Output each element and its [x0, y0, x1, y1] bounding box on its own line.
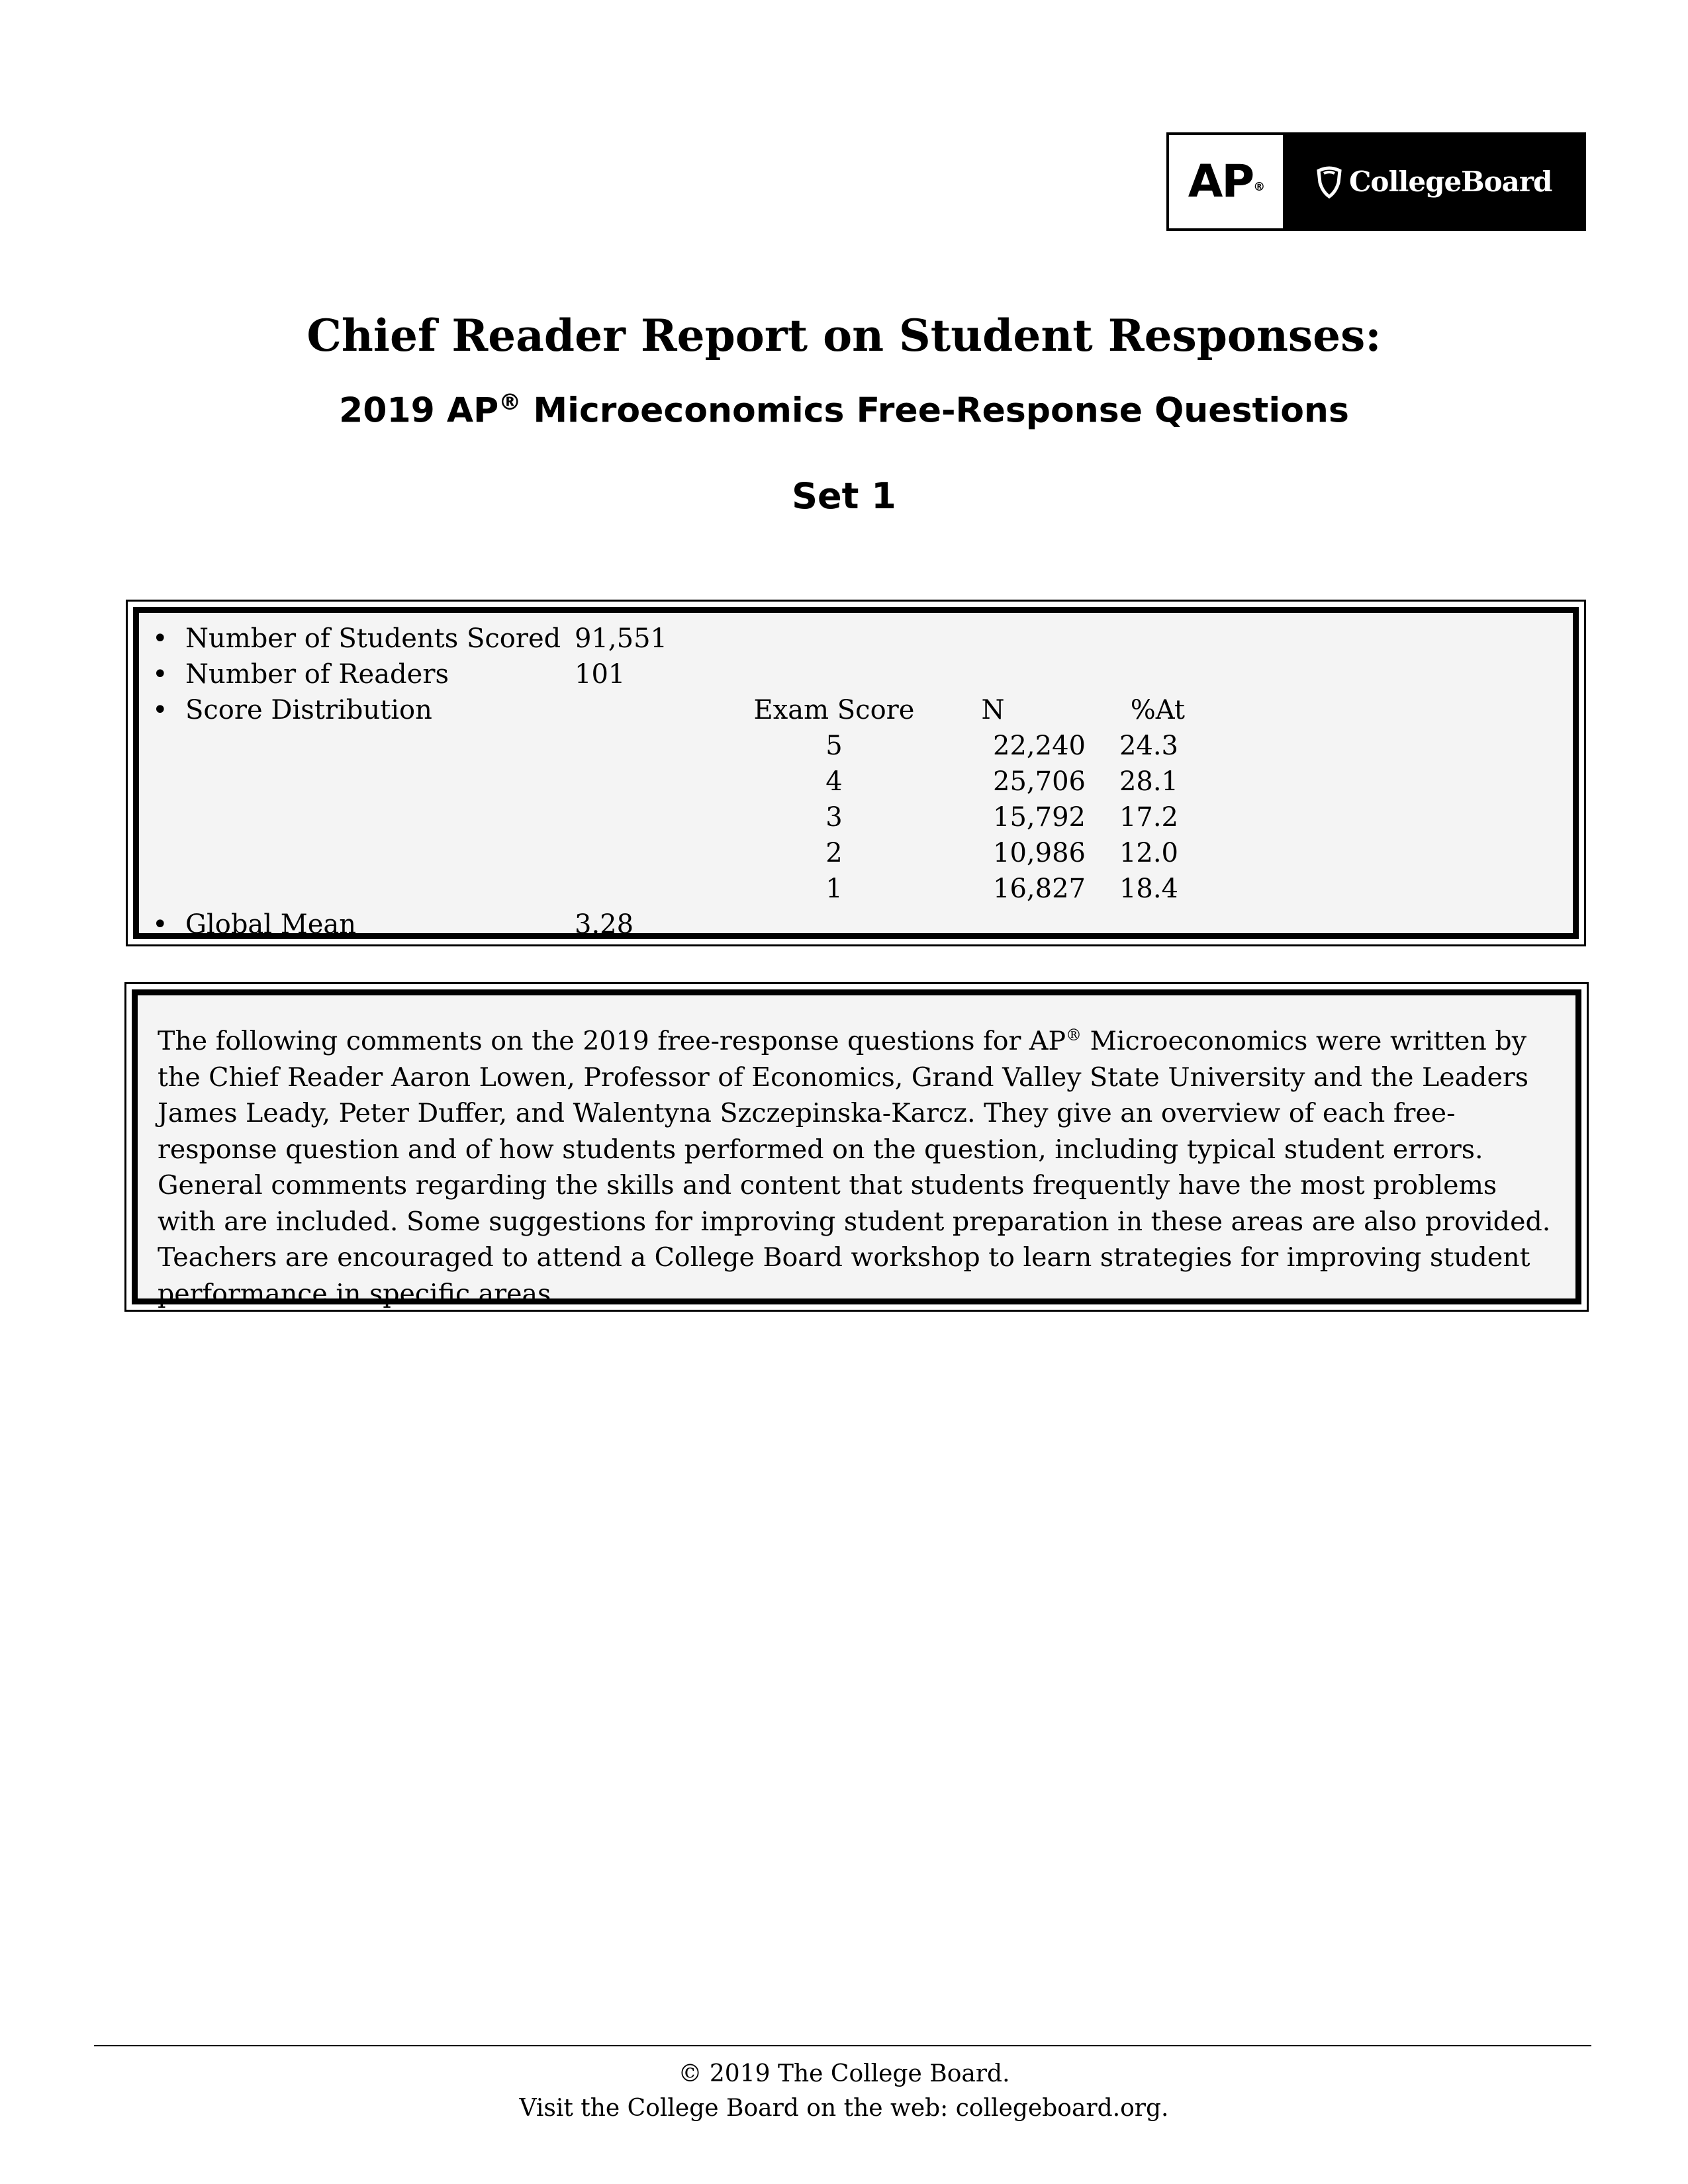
table-row [139, 728, 1573, 764]
n-cell: 15,792 [993, 802, 1086, 833]
stat-label: Number of Readers [185, 659, 449, 690]
footer-visit: Visit the College Board on the web: collegeboard.org. [519, 2095, 1169, 2122]
set-label: Set 1 [792, 475, 896, 517]
intro-paragraph [132, 989, 1581, 1309]
ap-collegeboard-logo [1166, 132, 1586, 231]
table-row [139, 764, 1573, 799]
subtitle-mark: ® [498, 389, 522, 416]
footer-copyright: © 2019 The College Board. [678, 2060, 1010, 2087]
exam-score-cell: 2 [825, 838, 843, 868]
ap-logo-text: AP [1188, 156, 1254, 208]
intro-box [124, 982, 1589, 1312]
pct-at-cell: 17.2 [1119, 802, 1178, 833]
column-header-pct-at: %At [1130, 695, 1185, 725]
pct-at-cell: 28.1 [1119, 766, 1178, 797]
stat-value: 3.28 [575, 909, 634, 940]
footer [0, 2057, 1688, 2126]
pct-at-cell: 24.3 [1119, 731, 1178, 761]
stat-label: Score Distribution [185, 695, 432, 725]
stat-row-distribution-header [139, 692, 1573, 728]
collegeboard-logo [1283, 135, 1583, 228]
collegeboard-logo-text: CollegeBoard [1349, 165, 1552, 198]
n-cell: 22,240 [993, 731, 1086, 761]
n-cell: 10,986 [993, 838, 1086, 868]
bullet-icon: • [152, 909, 168, 940]
stat-label: Global Mean [185, 909, 357, 940]
subtitle-prefix: 2019 AP [339, 390, 499, 431]
table-row [139, 799, 1573, 835]
ap-logo [1169, 135, 1283, 228]
bullet-icon: • [152, 623, 168, 654]
column-header-n: N [981, 695, 1005, 725]
footer-divider [94, 2045, 1591, 2046]
table-row [139, 871, 1573, 907]
bullet-icon: • [152, 659, 168, 690]
stat-row-global-mean [139, 907, 1573, 942]
stat-value: 91,551 [575, 623, 667, 654]
stat-row-students-scored [139, 621, 1573, 657]
n-cell: 16,827 [993, 874, 1086, 904]
page-title: Chief Reader Report on Student Responses: [306, 310, 1382, 361]
pct-at-cell: 18.4 [1119, 874, 1178, 904]
stat-value: 101 [575, 659, 626, 690]
subtitle-suffix: Microeconomics Free-Response Questions [521, 390, 1349, 431]
exam-score-cell: 5 [825, 731, 843, 761]
table-row [139, 835, 1573, 871]
exam-score-cell: 3 [825, 802, 843, 833]
ap-logo-mark: ® [1253, 180, 1264, 194]
page-subtitle [0, 389, 1688, 430]
exam-score-cell: 1 [825, 874, 843, 904]
intro-text-part1: The following comments on the 2019 free-response questions for AP [158, 1026, 1066, 1056]
pct-at-cell: 12.0 [1119, 838, 1178, 868]
score-statistics-table [133, 607, 1579, 939]
stat-row-readers [139, 657, 1573, 692]
column-header-exam-score: Exam Score [753, 695, 915, 725]
n-cell: 25,706 [993, 766, 1086, 797]
exam-score-cell: 4 [825, 766, 843, 797]
intro-text-part2: Microeconomics were written by the Chief Reader Aaron Lowen, Professor of Economics, Grand Valley State University and the Leaders James Leady, Peter Duffer, and Walentyna Szczepinska-Karcz. They give an overview of each free-response question and of how students performed on the question, including typical student errors. General comments regarding the skills and content that students frequently have the most problems with are included. Some suggestions for improving student preparation in these areas are also provided. Teachers are encouraged to attend a College Board workshop to learn strategies for improving student performance in specific areas. [158, 1026, 1551, 1309]
acorn-shield-icon [1315, 165, 1344, 199]
intro-mark: ® [1066, 1025, 1082, 1044]
stat-label: Number of Students Scored [185, 623, 561, 654]
bullet-icon: • [152, 695, 168, 725]
score-statistics-box [126, 600, 1586, 946]
